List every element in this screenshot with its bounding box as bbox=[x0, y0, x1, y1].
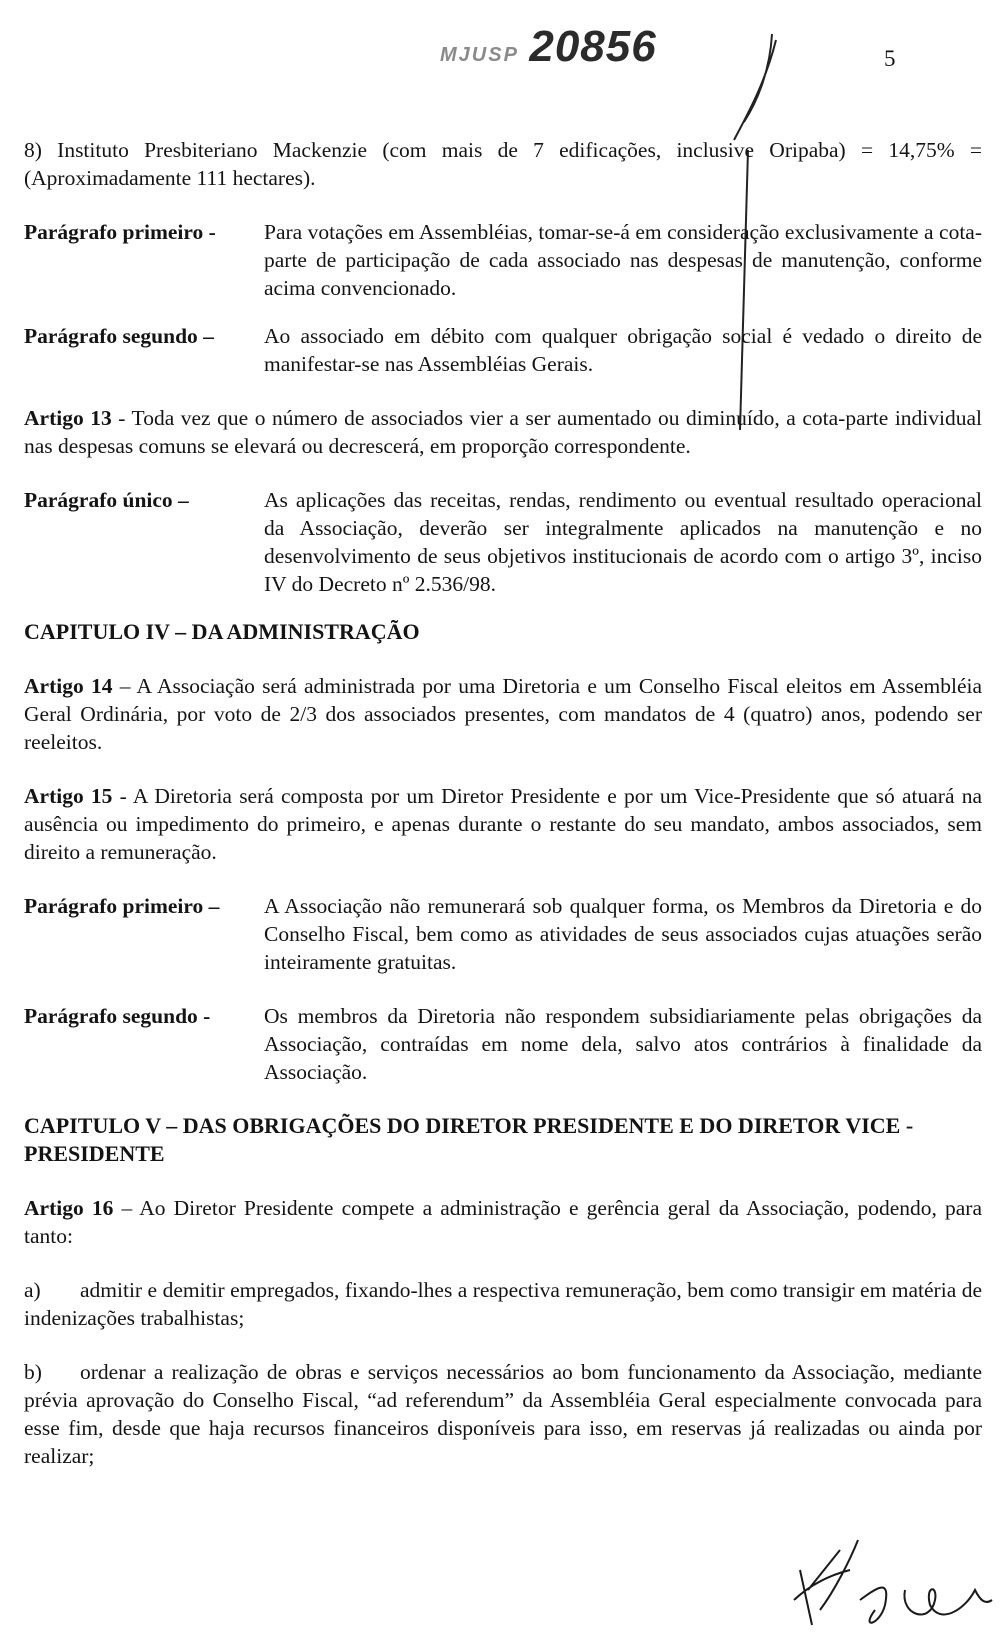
item-8: 8) Instituto Presbiteriano Mackenzie (com mais de 7 edificações, inclusive Oripaba) = 14,75% = (Aproximadamente 111 hectares). bbox=[24, 138, 982, 190]
article-text: – Ao Diretor Presidente compete a administração e gerência geral da Associação, podendo, para tanto: bbox=[24, 1196, 983, 1248]
article-text: - A Diretoria será composta por um Diretor Presidente e por um Vice-Presidente que só atuará na ausência ou impedimento do primeiro, e apenas durante o restante do seu mandato, ambos associados, sem direito a remuneração. bbox=[24, 784, 983, 864]
article-16 bbox=[24, 1194, 982, 1250]
paragraph-label: Parágrafo primeiro - bbox=[24, 220, 216, 244]
article-lead: Artigo 15 bbox=[24, 784, 113, 808]
chapter-4-heading: CAPITULO IV – DA ADMINISTRAÇÃO bbox=[24, 619, 420, 644]
article-lead: Artigo 16 bbox=[24, 1196, 114, 1220]
article-lead: Artigo 13 bbox=[24, 406, 112, 430]
paragraph-text: Os membros da Diretoria não respondem subsidiariamente pelas obrigações da Associação, contraídas em nome dela, salvo atos contrários à finalidade da Associação. bbox=[264, 1004, 982, 1084]
article-13 bbox=[24, 404, 982, 460]
article-lead: Artigo 14 bbox=[24, 674, 113, 698]
paragraph-text: Para votações em Assembléias, tomar-se-á em consideração exclusivamente a cota-parte de participação de cada associado nas despesas de manutenção, conforme acima convencionado. bbox=[264, 220, 982, 300]
item-marker: a) bbox=[24, 1278, 41, 1302]
item-text: ordenar a realização de obras e serviços necessários ao bom funcionamento da Associação, mediante prévia aprovação do Conselho Fiscal, “ad referendum” da Assembléia Geral especialmente convocada para esse fim, desde que haja recursos financeiros disponíveis para isso, em reservas já realizadas ou ainda por realizar; bbox=[24, 1360, 982, 1468]
article-text: – A Associação será administrada por uma Diretoria e um Conselho Fiscal eleitos em Assembléia Geral Ordinária, por voto de 2/3 dos associados presentes, com mandatos de 4 (quatro) anos, podendo ser reeleitos. bbox=[24, 674, 983, 754]
article-15 bbox=[24, 782, 982, 866]
registry-stamp bbox=[440, 22, 657, 72]
paragraph-label: Parágrafo primeiro – bbox=[24, 894, 220, 918]
document-body bbox=[24, 136, 982, 1470]
paragraph-label: Parágrafo segundo – bbox=[24, 324, 214, 348]
handwritten-signatures bbox=[790, 1530, 995, 1635]
paragraph-text: A Associação não remunerará sob qualquer forma, os Membros da Diretoria e do Conselho Fiscal, bem como as atividades de seus associados cujas atuações serão inteiramente gratuitas. bbox=[264, 894, 982, 974]
art15-paragraph-first bbox=[24, 892, 982, 976]
article-text: - Toda vez que o número de associados vier a ser aumentado ou diminuído, a cota-parte individual nas despesas comuns se elevará ou decrescerá, em proporção correspondente. bbox=[24, 406, 982, 458]
stamp-number: 20856 bbox=[529, 22, 657, 71]
chapter-5-heading: CAPITULO V – DAS OBRIGAÇÕES DO DIRETOR PRESIDENTE E DO DIRETOR VICE - PRESIDENTE bbox=[24, 1113, 914, 1166]
paragraph-label: Parágrafo segundo - bbox=[24, 1004, 211, 1028]
stamp-prefix: MJUSP bbox=[440, 44, 519, 66]
item-text: admitir e demitir empregados, fixando-lhes a respectiva remuneração, bem como transigir em matéria de indenizações trabalhistas; bbox=[24, 1278, 982, 1330]
art13-paragraph-unique bbox=[24, 486, 982, 598]
page-number: 5 bbox=[884, 46, 896, 71]
paragraph-text: As aplicações das receitas, rendas, rendimento ou eventual resultado operacional da Associação, deverão ser integralmente aplicados na manutenção e no desenvolvimento de seus objetivos institucionais de acordo com o artigo 3º, inciso IV do Decreto nº 2.536/98. bbox=[264, 488, 982, 596]
item-marker: b) bbox=[24, 1360, 42, 1384]
article-16-item-a bbox=[24, 1276, 982, 1332]
art12-paragraph-first bbox=[24, 218, 982, 302]
paragraph-label: Parágrafo único – bbox=[24, 488, 189, 512]
article-14 bbox=[24, 672, 982, 756]
paragraph-text: Ao associado em débito com qualquer obrigação social é vedado o direito de manifestar-se nas Assembléias Gerais. bbox=[264, 324, 982, 376]
art12-paragraph-second bbox=[24, 322, 982, 378]
article-16-item-b bbox=[24, 1358, 982, 1470]
art15-paragraph-second bbox=[24, 1002, 982, 1086]
